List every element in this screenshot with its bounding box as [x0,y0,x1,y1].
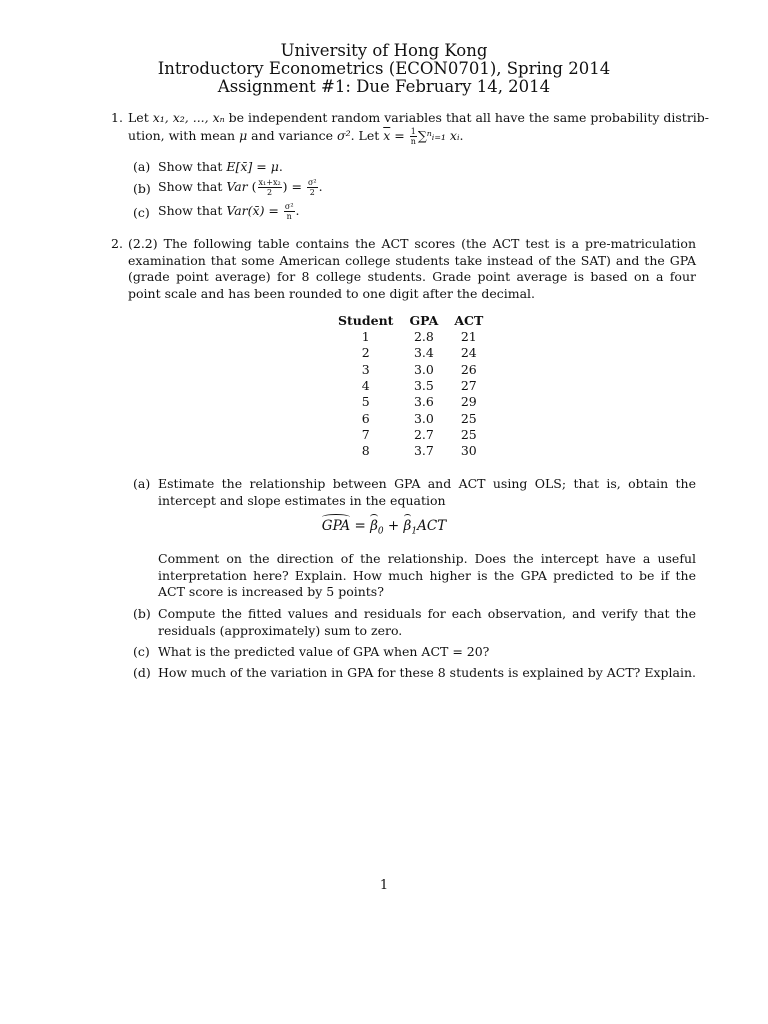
table-cell: 5 [361,394,370,410]
question-2a-label: (a) [133,476,151,491]
table-cell: 30 [460,443,477,459]
table-cell: 3.0 [413,410,434,426]
question-1c-text: Show that Var(x̄) = $\frac{\text{σ²}}{n}$ . [158,202,300,221]
table-cell: 25 [460,426,477,442]
page-number: 1 [379,878,389,893]
question-1a-text: Show that E[x̄] = μ. [158,159,283,174]
question-2-number: 2. [111,236,123,251]
table-cell: 3.6 [413,394,434,410]
table-cell: 3.5 [413,378,434,394]
table-cell: 6 [361,410,370,426]
question-2d-label: (d) [133,665,151,680]
table-cell: 3.4 [413,345,434,361]
table-row [330,427,491,443]
column-header-gpa: GPA [409,313,439,328]
table-cell: 2.7 [413,426,434,442]
question-2b-text: Compute the fitted values and residuals for each observation, and verify that the residuals (approximately) sum to zero. [158,606,696,638]
course-title: Introductory Econometrics (ECON0701), Spring 2014 [157,59,611,78]
question-2c-text: What is the predicted value of GPA when ACT = 20? [158,644,490,659]
table-row [330,329,491,345]
table-cell: 2 [361,345,370,361]
table-cell: 2.8 [413,329,434,345]
table-row [330,394,491,410]
university-name: University of Hong Kong [280,41,488,60]
document-header [0,42,768,96]
table-header-row [330,312,491,329]
variables-list: x₁, x₂, ..., xₙ [152,110,225,125]
table-row [330,443,491,459]
table-cell: 21 [460,329,477,345]
question-1-intro: Let x₁, x₂, ..., xₙ be independent random variables that all have the same probability distrib- ution, with mean μ and variance σ². Let $\overline{x}$ = $\frac{1}{n}$ ∑ⁿᵢ₌₁ xᵢ. [128,110,710,146]
table-cell: 3.0 [413,361,434,377]
gpa-act-table [330,312,491,459]
table-cell: 8 [361,443,370,459]
column-header-act: ACT [454,313,484,328]
question-2a-text: Estimate the relationship between GPA and ACT using OLS; that is, obtain the intercept and slope estimates in the equation [158,476,696,508]
table-cell: 29 [460,394,477,410]
table-cell: 7 [361,426,370,442]
table-cell: 26 [460,361,477,377]
question-1b-text: Show that Var ( $\frac{\text{x₁+x₂}}{2}$ ) = $\frac{\text{σ²}}{2}$ . [158,178,323,197]
assignment-title: Assignment #1: Due February 14, 2014 [217,77,551,96]
table-row [330,362,491,378]
question-1c-label: (c) [133,205,150,220]
table-row [330,345,491,361]
question-2a-comment: Comment on the direction of the relationship. Does the intercept have a useful interpretation here? Explain. How much higher is the GPA predicted to be if the ACT score is increased by 5 points? [158,551,696,599]
question-2-intro: (2.2) The following table contains the ACT scores (the ACT test is a pre-matriculation examination that some American college students take instead of the SAT) and the GPA (grade point average) for 8 college students. Grade point average is based on a four point scale and has been rounded to one digit after the decimal. [128,236,696,301]
question-1-number: 1. [111,110,123,125]
table-cell: 3 [361,361,370,377]
regression-equation: GPA = $\beta_0 + \beta_1ACT$ [321,518,447,537]
column-header-student: Student [338,313,394,328]
question-1b-label: (b) [133,181,151,196]
question-2d-text: How much of the variation in GPA for these 8 students is explained by ACT? Explain. [158,665,697,680]
question-2b-label: (b) [133,606,151,621]
table-cell: 27 [460,378,477,394]
table-cell: 1 [361,329,370,345]
table-cell: 25 [460,410,477,426]
table-row [330,410,491,426]
question-1a-label: (a) [133,159,151,174]
table-cell: 24 [460,345,477,361]
question-2c-label: (c) [133,644,150,659]
table-cell: 3.7 [413,443,434,459]
table-cell: 4 [361,378,370,394]
table-row [330,378,491,394]
